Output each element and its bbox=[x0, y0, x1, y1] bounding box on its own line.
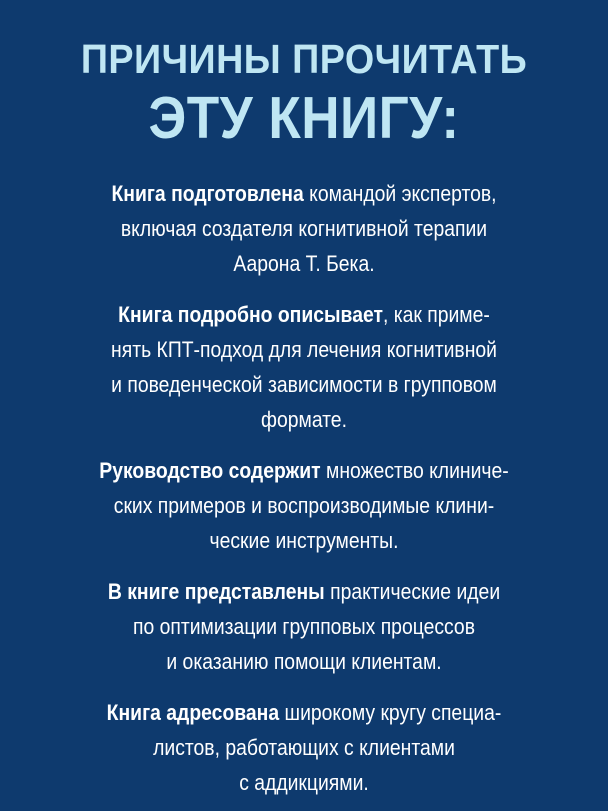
reason-bold-lead: В книге представлены bbox=[107, 579, 325, 604]
reason-line bbox=[58, 297, 551, 332]
title-line-1: ПРИЧИНЫ ПРОЧИТАТЬ bbox=[80, 36, 528, 82]
reason-item-5 bbox=[24, 695, 584, 800]
reason-line: с аддикциями. bbox=[239, 770, 369, 795]
reason-text: широкому кругу специа- bbox=[279, 700, 502, 725]
reason-text: , как приме- bbox=[382, 302, 490, 327]
reason-line bbox=[58, 176, 551, 211]
reason-item-4 bbox=[24, 574, 584, 679]
reason-line: и поведенческой зависимости в групповом bbox=[111, 372, 497, 397]
reason-text: командой экспертов, bbox=[303, 181, 497, 206]
reason-line bbox=[58, 695, 551, 730]
reason-line: и оказанию помощи клиентам. bbox=[166, 649, 442, 674]
reason-line: Аарона Т. Бека. bbox=[233, 251, 375, 276]
reason-line: ских примеров и воспроизводимые клини- bbox=[113, 493, 495, 518]
reason-bold-lead: Книга адресована bbox=[106, 700, 280, 725]
reason-bold-lead: Книга подготовлена bbox=[111, 181, 304, 206]
reason-line bbox=[58, 574, 551, 609]
reason-bold-lead: Книга подробно описывает bbox=[118, 302, 383, 327]
reason-text: практические идеи bbox=[324, 579, 501, 604]
reason-item-1 bbox=[24, 176, 584, 281]
page-title bbox=[0, 34, 608, 152]
reason-item-2 bbox=[24, 297, 584, 437]
reason-line: ческие инструменты. bbox=[209, 528, 399, 553]
reasons-list bbox=[0, 176, 608, 800]
reason-line: нять КПТ-подход для лечения когнитивной bbox=[111, 337, 497, 362]
reason-line: по оптимизации групповых процессов bbox=[132, 614, 475, 639]
reason-line: включая создателя когнитивной терапии bbox=[120, 216, 488, 241]
reason-line bbox=[58, 453, 551, 488]
reason-text: множество клиниче- bbox=[320, 458, 509, 483]
reason-line: формате. bbox=[261, 407, 347, 432]
reason-line: листов, работающих с клиентами bbox=[153, 735, 455, 760]
title-line-2: ЭТУ КНИГУ: bbox=[148, 85, 460, 151]
reason-item-3 bbox=[24, 453, 584, 558]
reason-bold-lead: Руководство содержит bbox=[99, 458, 321, 483]
